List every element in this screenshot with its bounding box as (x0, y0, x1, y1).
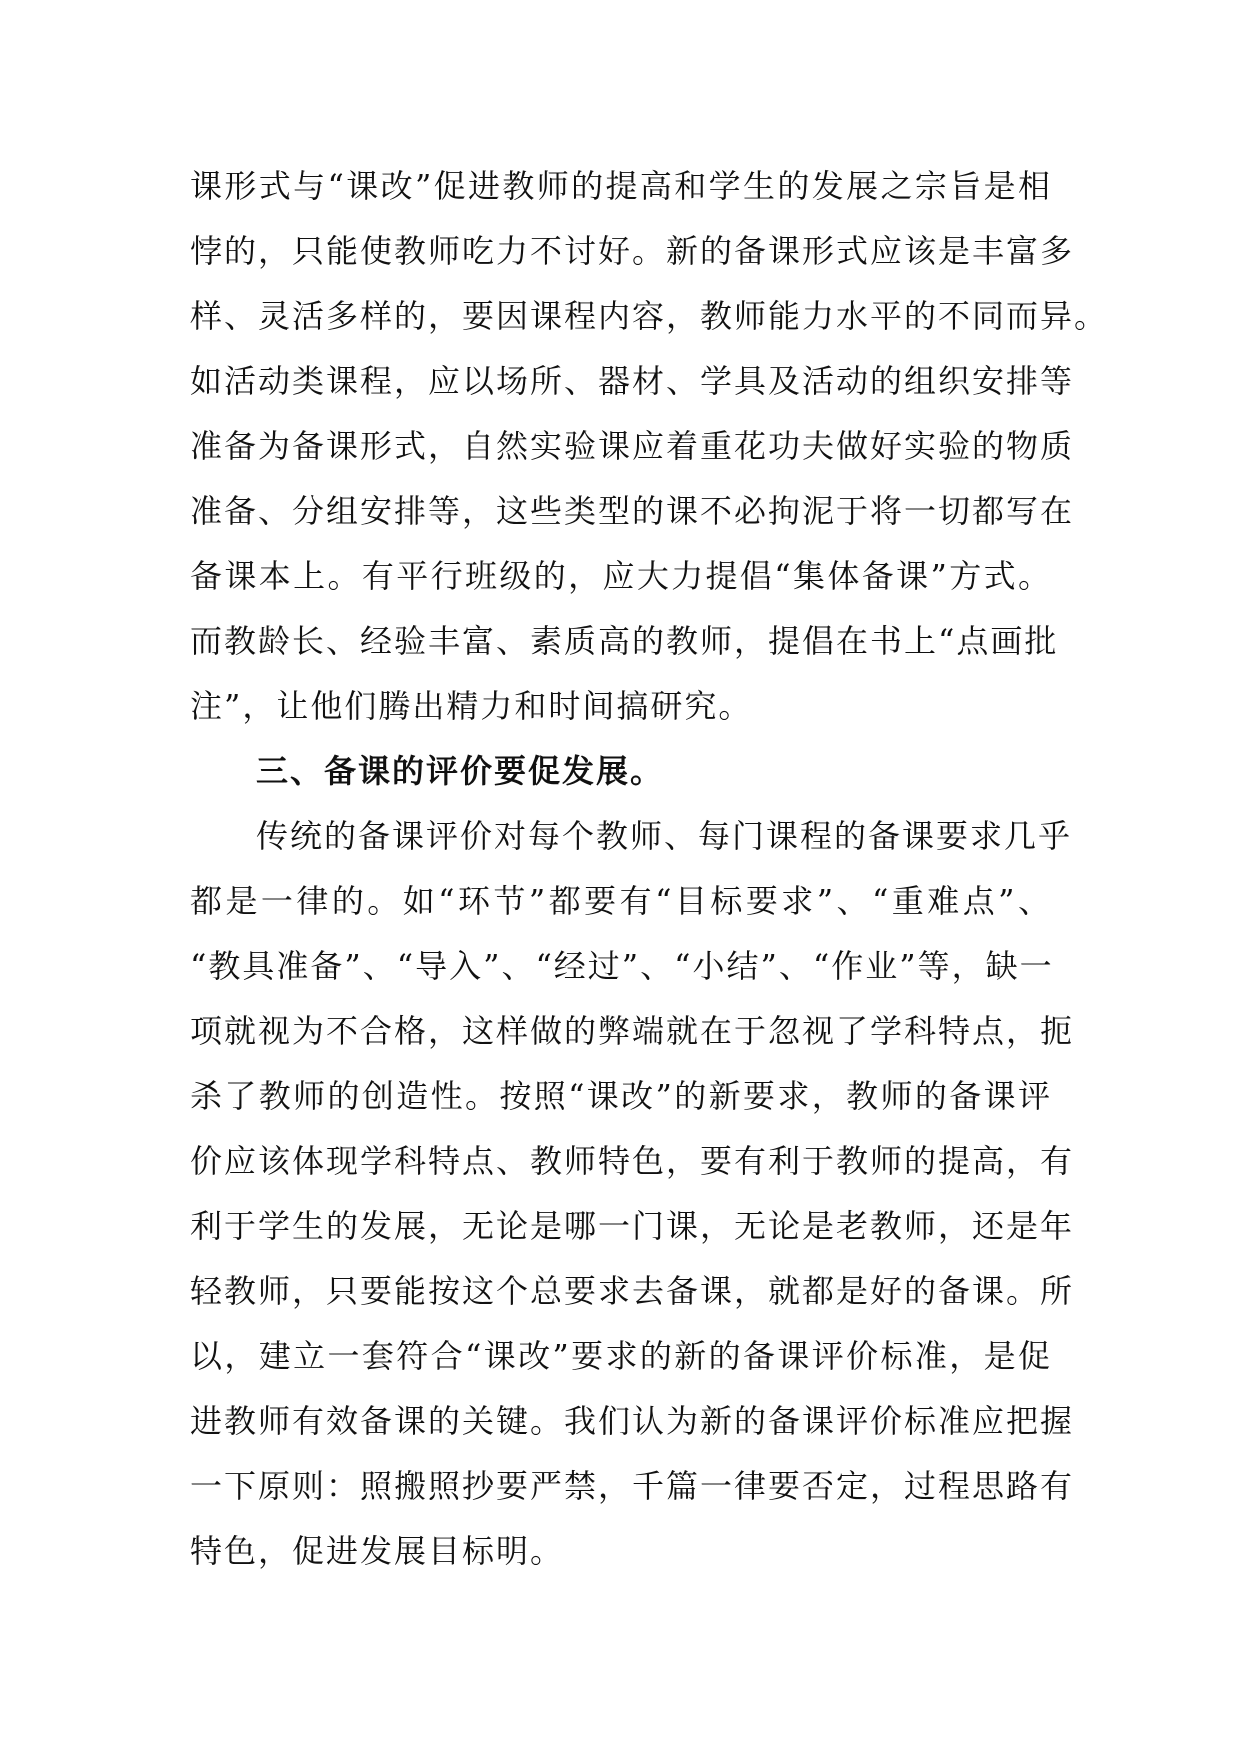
document-body (190, 154, 1109, 1584)
paragraph-2-line-7: 利于学生的发展，无论是哪一门课，无论是老教师，还是年 (190, 1207, 1075, 1245)
paragraph-1-line-4: 如活动类课程，应以场所、器材、学具及活动的组织安排等 (190, 362, 1075, 400)
paragraph-2-line-2: 都是一律的。如“环节”都要有“目标要求”、“重难点”、 (190, 882, 1052, 920)
paragraph-1-line-3: 样、灵活多样的，要因课程内容，教师能力水平的不同而异。 (190, 297, 1109, 335)
paragraph-2-line-10: 进教师有效备课的关键。我们认为新的备课评价标准应把握 (190, 1402, 1075, 1440)
paragraph-2-line-9: 以，建立一套符合“课改”要求的新的备课评价标准，是促 (190, 1337, 1052, 1375)
paragraph-2-line-5: 杀了教师的创造性。按照“课改”的新要求，教师的备课评 (190, 1077, 1052, 1115)
paragraph-2-line-6: 价应该体现学科特点、教师特色，要有利于教师的提高，有 (190, 1142, 1075, 1180)
paragraph-1-line-5: 准备为备课形式，自然实验课应着重花功夫做好实验的物质 (190, 427, 1075, 465)
paragraph-1-line-8: 而教龄长、经验丰富、素质高的教师，提倡在书上“点画批 (190, 622, 1059, 660)
paragraph-1-line-6: 准备、分组安排等，这些类型的课不必拘泥于将一切都写在 (190, 492, 1075, 530)
paragraph-2-line-11: 一下原则：照搬照抄要严禁，千篇一律要否定，过程思路有 (190, 1467, 1075, 1505)
paragraph-2-line-8: 轻教师，只要能按这个总要求去备课，就都是好的备课。所 (190, 1272, 1075, 1310)
paragraph-1-line-7: 备课本上。有平行班级的，应大力提倡“集体备课”方式。 (190, 557, 1052, 595)
paragraph-1-line-9: 注”，让他们腾出精力和时间搞研究。 (190, 687, 753, 725)
paragraph-2-line-4: 项就视为不合格，这样做的弊端就在于忽视了学科特点，扼 (190, 1012, 1075, 1050)
paragraph-2-line-1: 传统的备课评价对每个教师、每门课程的备课要求几乎 (256, 817, 1073, 855)
paragraph-2-line-3: “教具准备”、“导入”、“经过”、“小结”、“作业”等，缺一 (190, 947, 1054, 985)
paragraph-2-line-12: 特色，促进发展目标明。 (190, 1532, 565, 1570)
paragraph-1-line-2: 悖的，只能使教师吃力不讨好。新的备课形式应该是丰富多 (190, 232, 1075, 270)
paragraph-1-line-1: 课形式与“课改”促进教师的提高和学生的发展之宗旨是相 (190, 167, 1052, 205)
section-heading: 三、备课的评价要促发展。 (256, 752, 665, 790)
